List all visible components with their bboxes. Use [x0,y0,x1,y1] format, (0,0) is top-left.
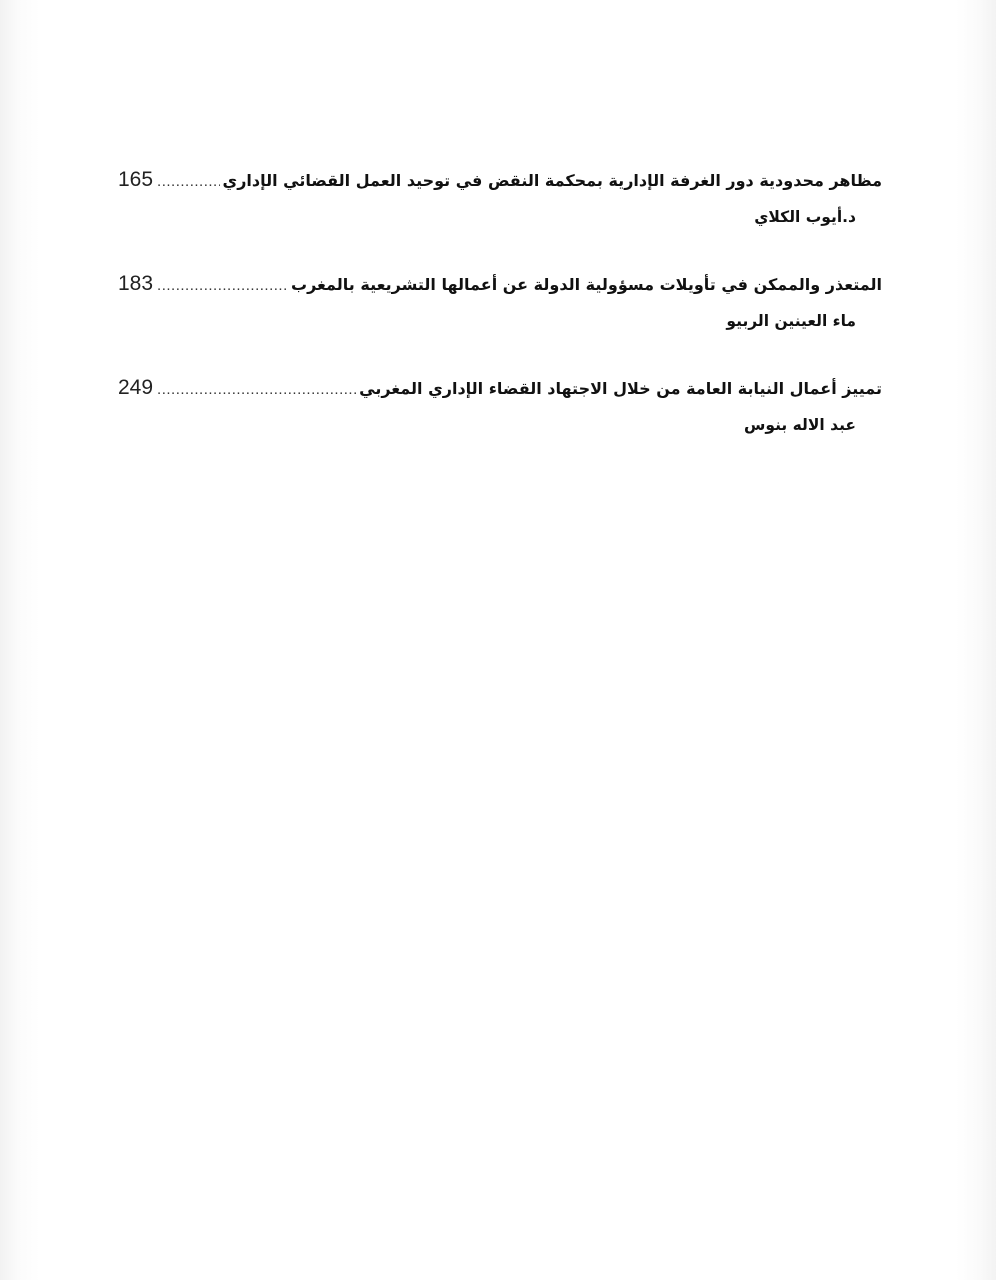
table-of-contents [118,168,882,480]
entry-author: عبد الاله بنوس [744,416,856,434]
page-number: 165 [118,168,154,191]
entry-title: المتعذر والممكن في تأويلات مسؤولية الدولة عن أعمالها التشريعية بالمغرب [290,275,882,294]
page-number: 249 [118,376,154,399]
toc-entry-line [118,376,882,406]
entry-author: د.أيوب الكلاي [754,208,856,226]
entry-title: تمييز أعمال النيابة العامة من خلال الاجتهاد القضاء الإداري المغربي [359,379,882,398]
page-number: 183 [118,272,154,295]
entry-author: ماء العينين الربيو [726,312,856,330]
toc-entry [118,376,882,480]
toc-entry-line [118,272,882,302]
leader-dots [157,173,219,190]
leader-dots [157,277,288,294]
leader-dots [157,381,356,398]
toc-entry-line [118,168,882,198]
entry-title: مظاهر محدودية دور الغرفة الإدارية بمحكمة النقض في توحيد العمل القضائي الإداري [222,171,882,190]
toc-entry [118,168,882,272]
toc-entry [118,272,882,376]
